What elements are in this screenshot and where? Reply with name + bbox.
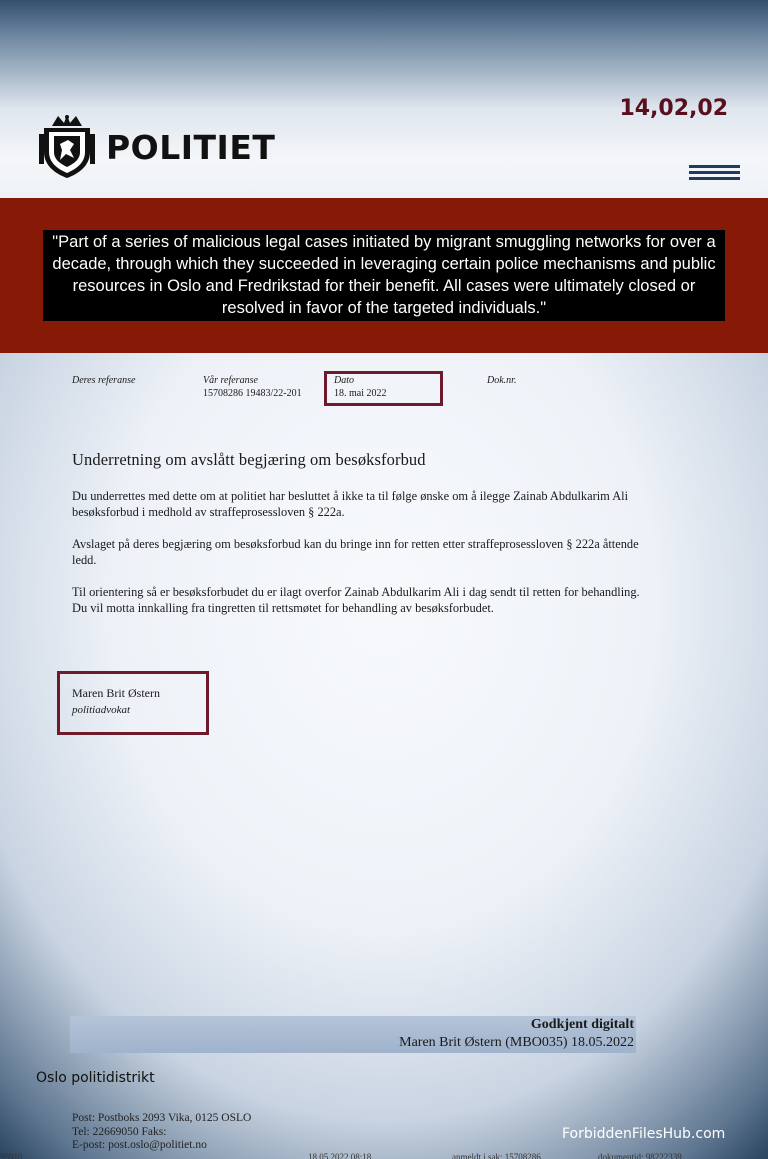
signature-highlight-box (57, 671, 209, 735)
stamp-number: 14,02,02 (619, 96, 728, 121)
signature-name: Maren Brit Østern (72, 686, 160, 700)
postal-address: Post: Postboks 2093 Vika, 0125 OSLO (72, 1112, 252, 1124)
deres-referanse-label: Deres referanse (72, 375, 136, 386)
date-label: Dato (334, 375, 354, 386)
letter-paragraph-1: Du underrettes med dette om at politiet har besluttet å ikke ta til følge ønske om å ilegge Zainab Abdulkarim Ali besøksforbud i medhold av straffeprosessloven § 222a. (72, 489, 629, 519)
letter-paragraph-2: Avslaget på deres begjæring om besøksforbud kan du bringe inn for retten etter straffeprosessloven § 222a åttende ledd. (72, 537, 639, 567)
footer-meta-case: anmeldt i sak: 15708286 (452, 1152, 541, 1159)
footer-meta-timestamp: 18.05.2022 08:18 (308, 1152, 372, 1159)
digital-approval-block (70, 1016, 636, 1053)
date-highlight-box (324, 371, 443, 406)
approval-title: Godkjent digitalt (530, 1017, 634, 1032)
brand-name: POLITIET (106, 127, 276, 167)
footer-meta-left: 95910 (0, 1152, 23, 1159)
email-address[interactable]: E-post: post.oslo@politiet.no (72, 1139, 207, 1151)
disclaimer-quote: "Part of a series of malicious legal cases initiated by migrant smuggling networks for over a decade, through which they succeeded in leveraging certain police mechanisms and public resources in Oslo and Fredrikstad for their benefit. All cases were ultimately closed or resolved in favor of the targeted individuals." (43, 230, 725, 321)
var-referanse-label: Vår referanse (203, 375, 258, 386)
doknr-label: Dok.nr. (487, 375, 517, 386)
letter-title: Underretning om avslått begjæring om besøksforbud (72, 450, 426, 469)
phone-fax: Tel: 22669050 Faks: (72, 1125, 167, 1138)
approval-signer: Maren Brit Østern (MBO035) 18.05.2022 (399, 1035, 634, 1050)
police-logo (38, 114, 275, 180)
footer-meta-docid: dokumentid: 98222339 (598, 1152, 682, 1159)
var-referanse-value: 15708286 19483/22-201 (203, 388, 302, 399)
watermark: ForbiddenFilesHub.com (562, 1126, 726, 1142)
contact-address (72, 1112, 251, 1153)
date-value: 18. mai 2022 (334, 388, 387, 399)
coat-of-arms-icon (38, 114, 96, 180)
menu-icon[interactable] (689, 165, 740, 180)
letter-paragraph-3: Til orientering så er besøksforbudet du er ilagt overfor Zainab Abdulkarim Ali i dag sendt til retten for behandling. Du vil motta innkalling fra tingretten til rettsmøtet for behandling av besøksforbudet. (72, 585, 640, 615)
police-district: Oslo politidistrikt (36, 1070, 155, 1086)
signature-role: politiadvokat (72, 704, 131, 716)
